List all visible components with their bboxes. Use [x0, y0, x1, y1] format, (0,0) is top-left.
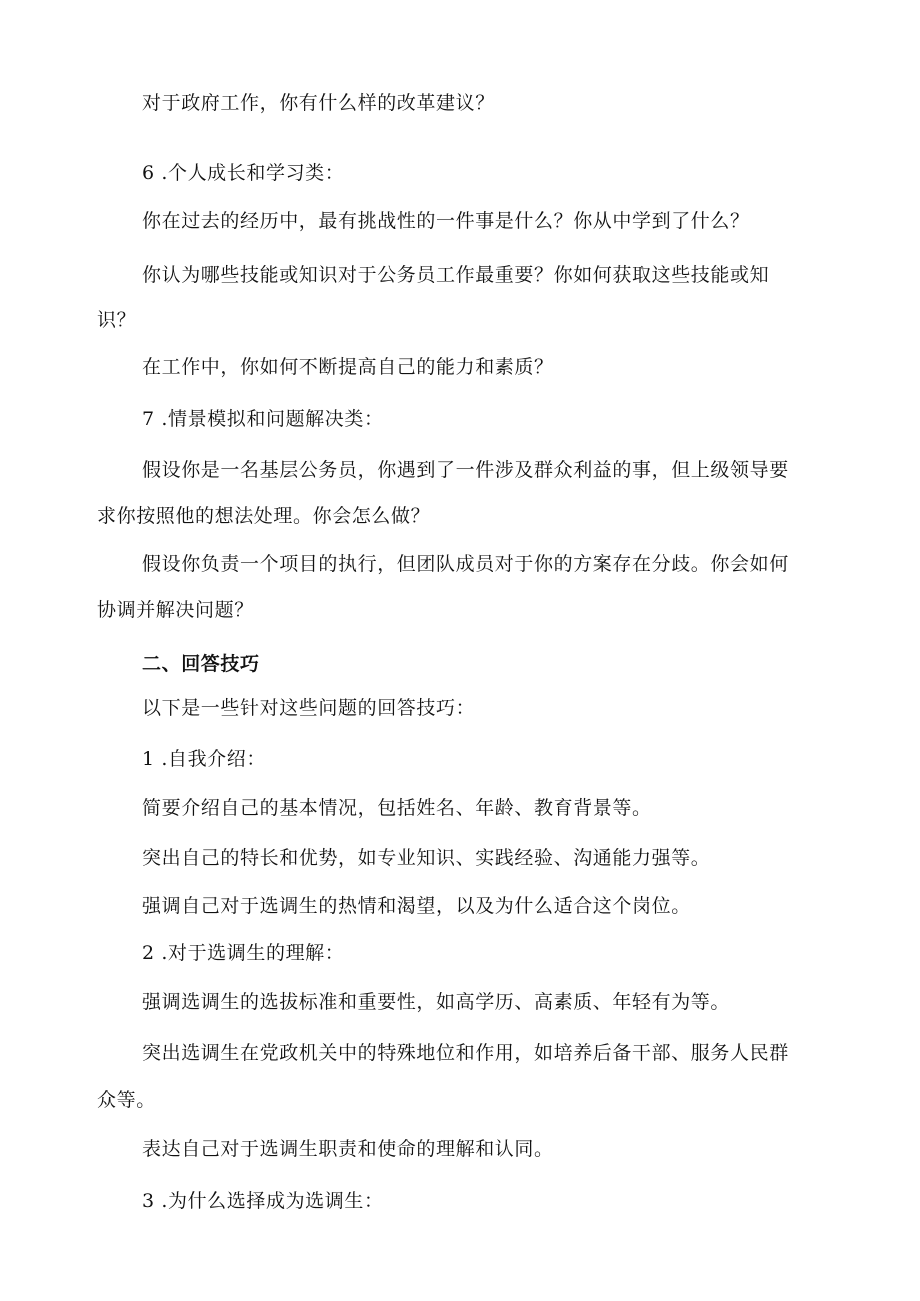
tip-1-heading: 1 .自我介绍：	[142, 748, 266, 770]
section-6-heading: 6 .个人成长和学习类：	[142, 162, 345, 184]
paragraph-improve-question: 在工作中，你如何不断提高自己的能力和素质？	[142, 356, 554, 378]
paragraph-scenario-2: 假设你负责一个项目的执行，但团队成员对于你的方案存在分歧。你会如何	[142, 553, 789, 575]
tip-2-line-3: 表达自己对于选调生职责和使命的理解和认同。	[142, 1138, 554, 1160]
paragraph-skills-question-cont: 识？	[97, 309, 137, 331]
paragraph-tips-intro: 以下是一些针对这些问题的回答技巧：	[142, 697, 476, 719]
paragraph-scenario-1-cont: 求你按照他的想法处理。你会怎么做？	[97, 505, 431, 527]
paragraph-challenge-question: 你在过去的经历中，最有挑战性的一件事是什么？你从中学到了什么？	[142, 210, 750, 232]
tip-2-heading: 2 .对于选调生的理解：	[142, 942, 345, 964]
tip-2-line-2: 突出选调生在党政机关中的特殊地位和作用，如培养后备干部、服务人民群	[142, 1042, 789, 1064]
section-7-heading: 7 .情景模拟和问题解决类：	[142, 408, 384, 430]
tip-3-heading: 3 .为什么选择成为选调生：	[142, 1190, 384, 1212]
paragraph-skills-question: 你认为哪些技能或知识对于公务员工作最重要？你如何获取这些技能或知	[142, 264, 770, 286]
paragraph-scenario-1: 假设你是一名基层公务员，你遇到了一件涉及群众利益的事，但上级领导要	[142, 459, 789, 481]
tip-1-line-1: 简要介绍自己的基本情况，包括姓名、年龄、教育背景等。	[142, 797, 652, 819]
paragraph-scenario-2-cont: 协调并解决问题？	[97, 599, 254, 621]
paragraph-reform-question: 对于政府工作，你有什么样的改革建议？	[142, 92, 495, 114]
tip-2-line-1: 强调选调生的选拔标准和重要性，如高学历、高素质、年轻有为等。	[142, 991, 731, 1013]
tip-2-line-2-cont: 众等。	[97, 1089, 156, 1111]
tip-1-line-3: 强调自己对于选调生的热情和渴望，以及为什么适合这个岗位。	[142, 895, 691, 917]
section-answer-tips-heading: 二、回答技巧	[142, 653, 260, 675]
tip-1-line-2: 突出自己的特长和优势，如专业知识、实践经验、沟通能力强等。	[142, 847, 711, 869]
